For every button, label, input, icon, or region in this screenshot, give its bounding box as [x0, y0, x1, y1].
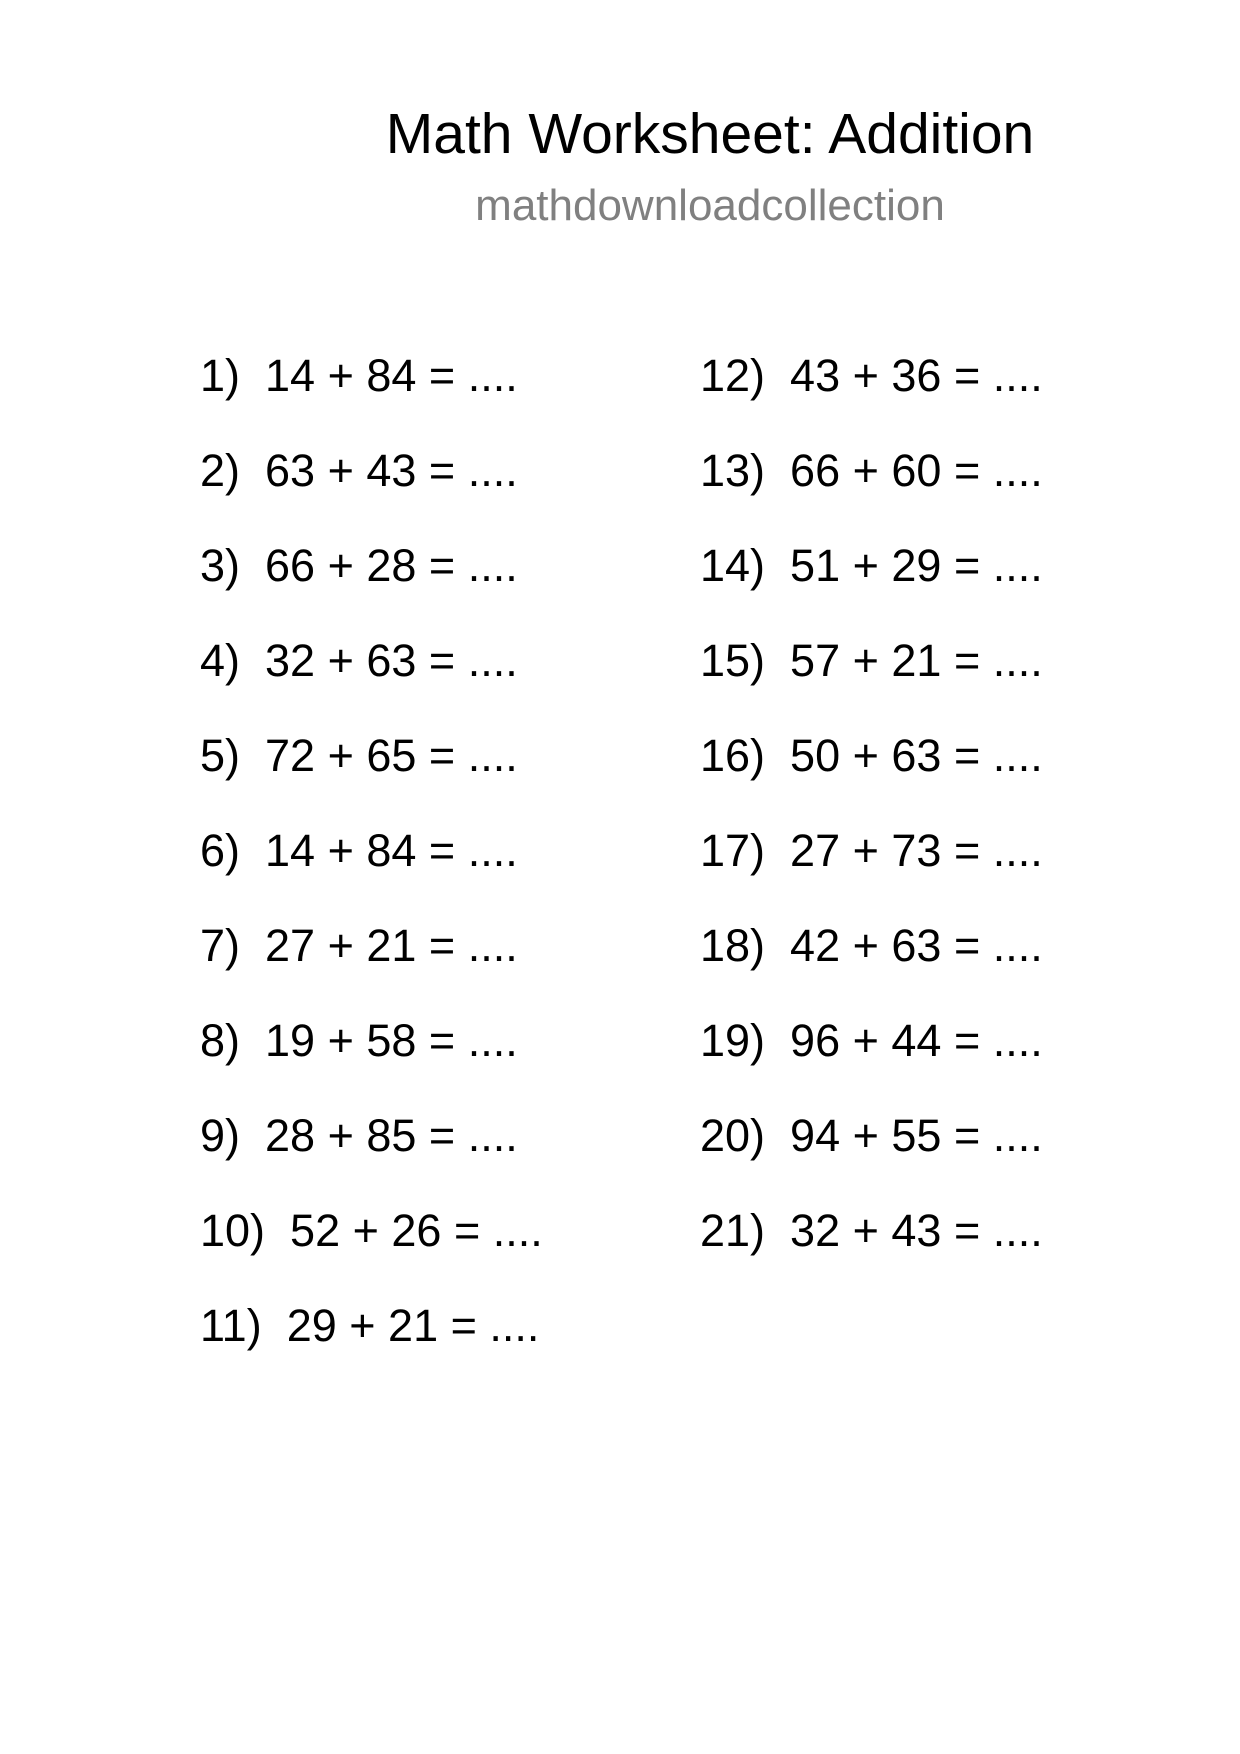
- problem-15: 15) 57 + 21 = ....: [700, 635, 1043, 686]
- problem-column-right: [700, 350, 1043, 1300]
- problem-11: 11) 29 + 21 = ....: [200, 1300, 540, 1351]
- problem-3: 3) 66 + 28 = ....: [200, 540, 518, 591]
- problem-1: 1) 14 + 84 = ....: [200, 350, 518, 401]
- worksheet-title: Math Worksheet: Addition: [385, 102, 1035, 166]
- problem-16: 16) 50 + 63 = ....: [700, 730, 1043, 781]
- problem-4: 4) 32 + 63 = ....: [200, 635, 518, 686]
- problem-9: 9) 28 + 85 = ....: [200, 1110, 518, 1161]
- problem-6: 6) 14 + 84 = ....: [200, 825, 518, 876]
- problem-17: 17) 27 + 73 = ....: [700, 825, 1043, 876]
- problem-18: 18) 42 + 63 = ....: [700, 920, 1043, 971]
- problem-12: 12) 43 + 36 = ....: [700, 350, 1043, 401]
- problem-5: 5) 72 + 65 = ....: [200, 730, 518, 781]
- problem-7: 7) 27 + 21 = ....: [200, 920, 518, 971]
- worksheet-subtitle: mathdownloadcollection: [475, 181, 945, 230]
- problem-21: 21) 32 + 43 = ....: [700, 1205, 1043, 1256]
- problem-column-left: [200, 350, 543, 1395]
- problem-19: 19) 96 + 44 = ....: [700, 1015, 1043, 1066]
- problem-20: 20) 94 + 55 = ....: [700, 1110, 1043, 1161]
- problem-14: 14) 51 + 29 = ....: [700, 540, 1043, 591]
- problem-8: 8) 19 + 58 = ....: [200, 1015, 518, 1066]
- problem-13: 13) 66 + 60 = ....: [700, 445, 1043, 496]
- problem-10: 10) 52 + 26 = ....: [200, 1205, 543, 1256]
- problem-2: 2) 63 + 43 = ....: [200, 445, 518, 496]
